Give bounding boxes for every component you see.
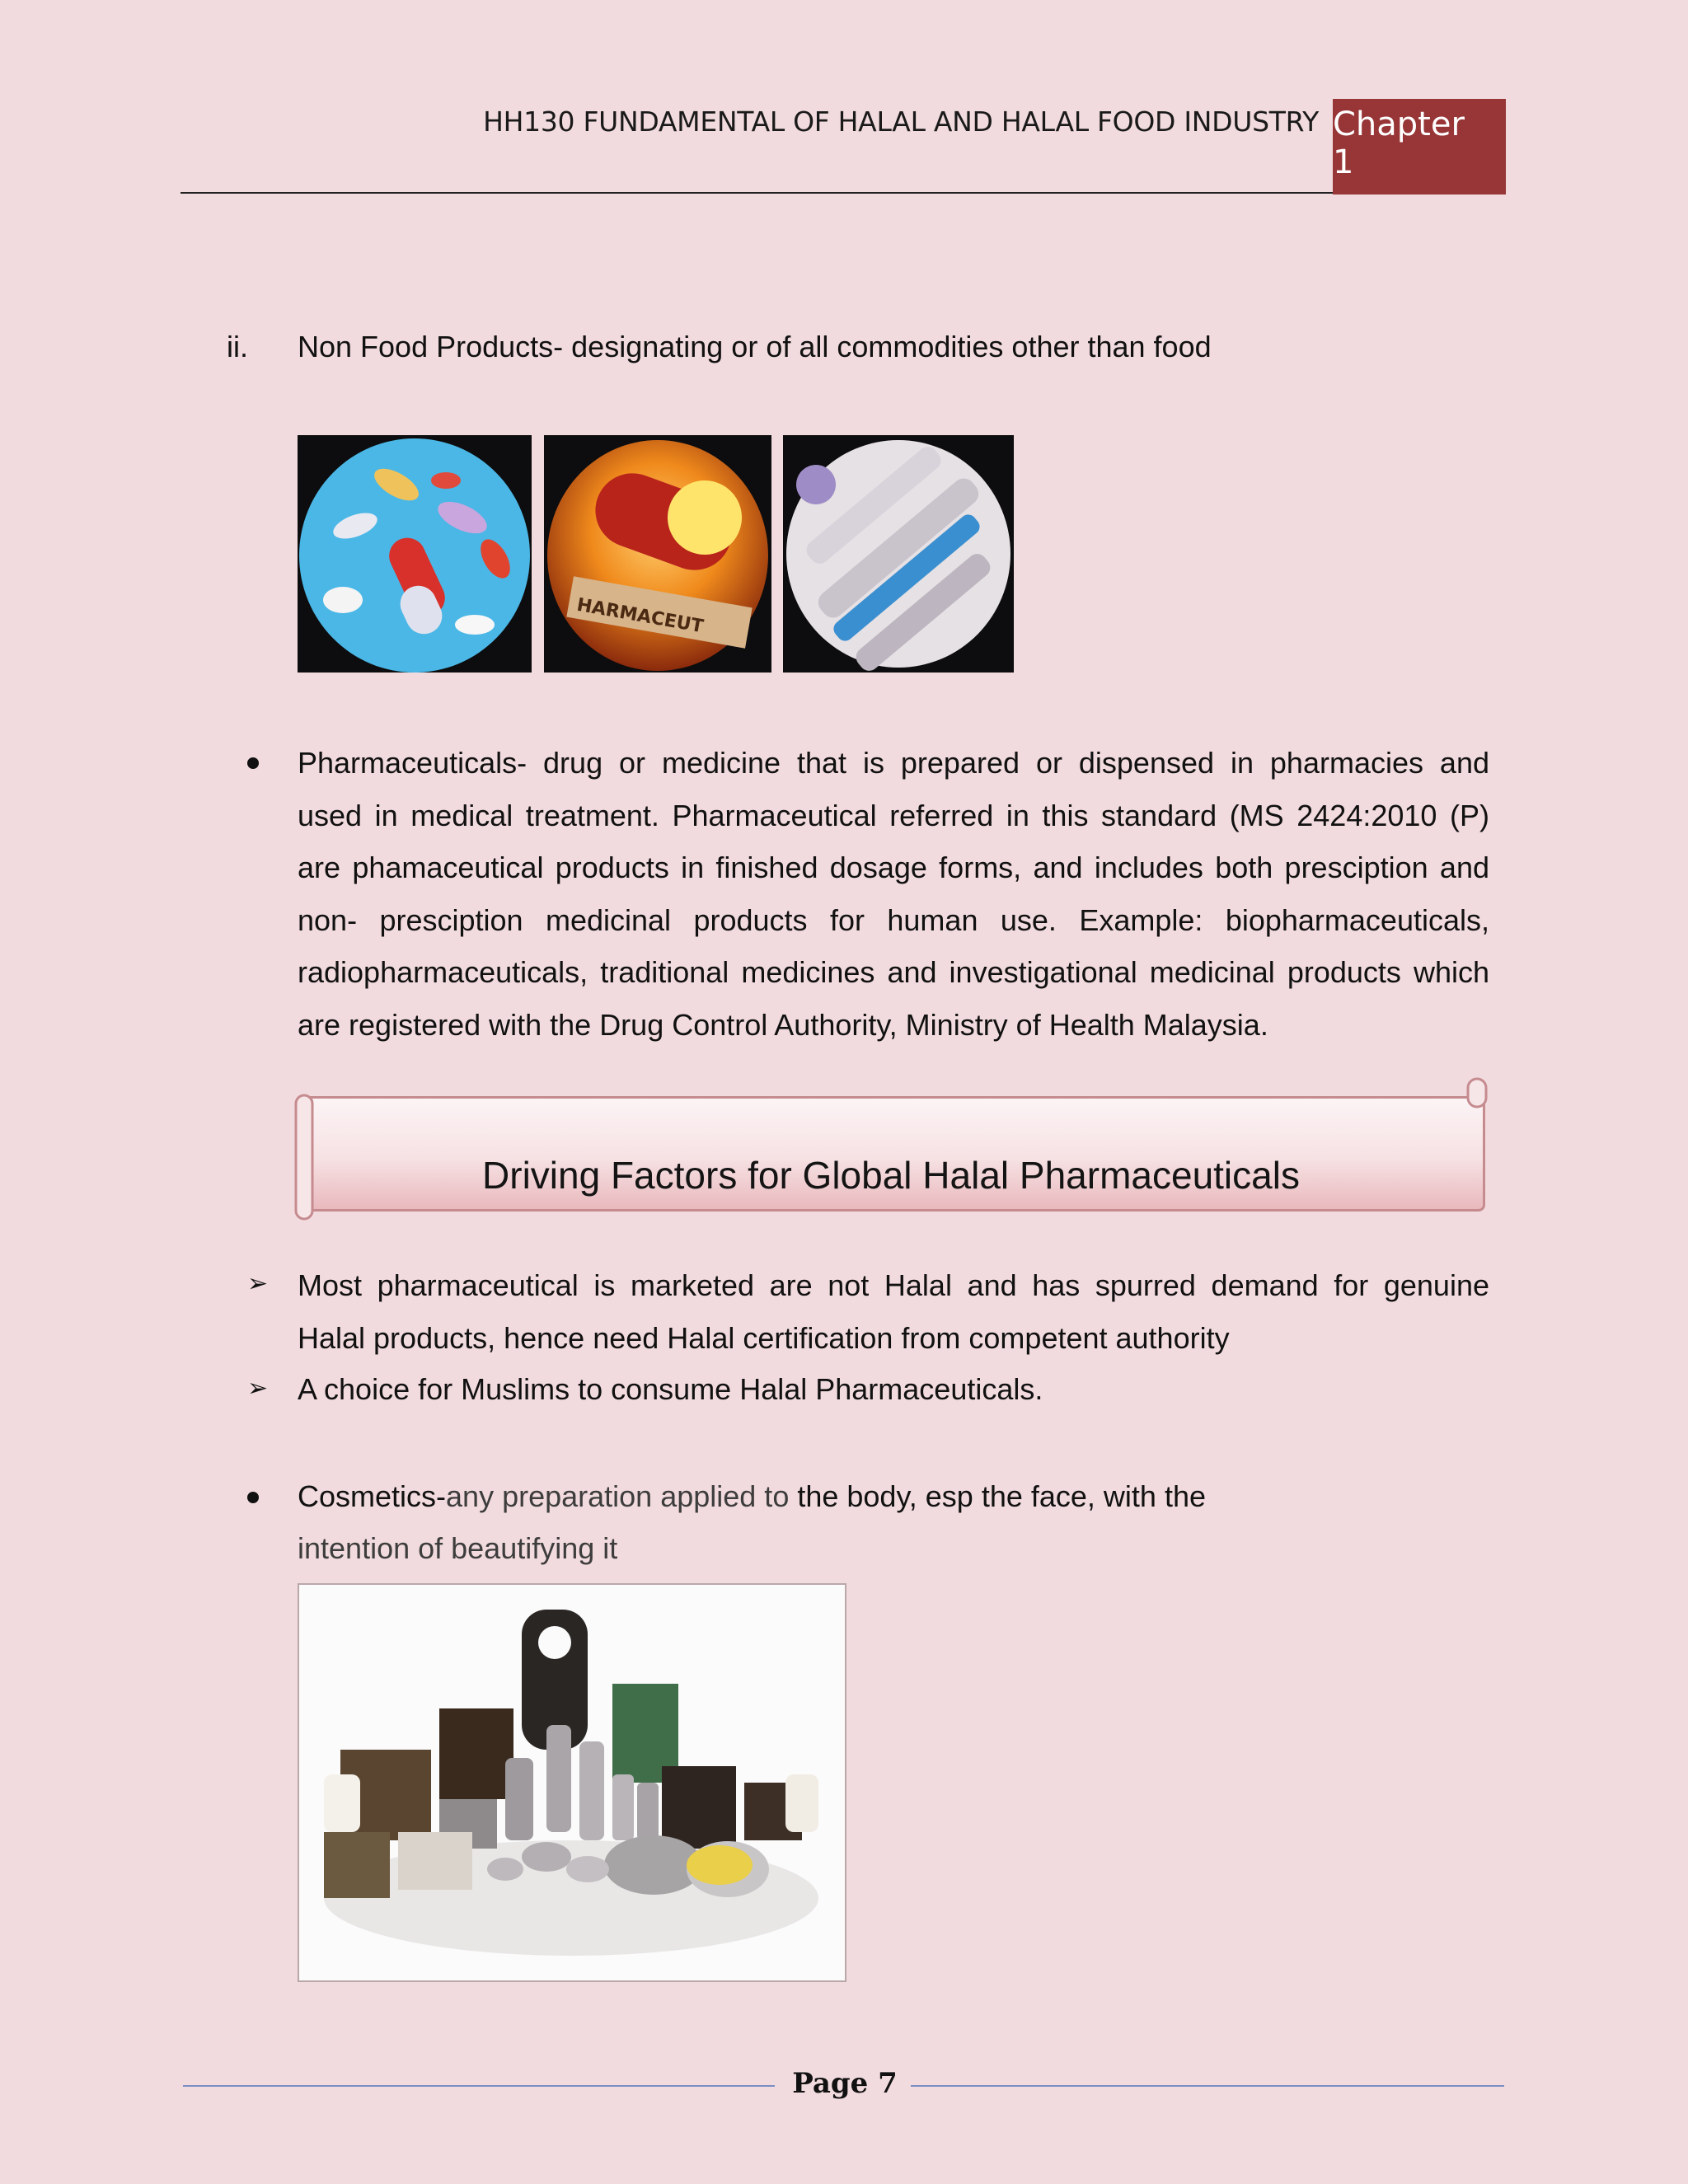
section-numeral: ii.: [227, 330, 248, 363]
cosmetics-definition-part: any preparation applied to: [446, 1479, 790, 1513]
section-banner: [297, 1096, 1485, 1212]
cosmetics-products-image: [298, 1583, 846, 1982]
orange-capsule-image: [544, 435, 771, 673]
chapter-label: Chapter 1: [1333, 105, 1465, 181]
paragraph-line: Halal products, hence need Halal certification from competent authority: [298, 1320, 1230, 1355]
capsules-and-pills-image: [298, 435, 532, 673]
scroll-curl-right-icon: [1465, 1077, 1489, 1110]
arrow-bullet-icon: ➢: [247, 1269, 269, 1298]
pharmaceuticals-paragraph: [298, 737, 1489, 1051]
footer-divider-left: [183, 2085, 775, 2087]
paragraph-line: are phamaceutical products in finished dosage forms, and includes both presciption and: [298, 851, 1489, 884]
svg-text:HARMACEUT: HARMACEUT: [574, 594, 706, 638]
bullet-icon: [247, 1492, 259, 1503]
footer-divider-right: [911, 2085, 1504, 2087]
cosmetics-definition: [298, 1479, 1206, 1514]
cosmetics-definition-line2: intention of beautifying it: [298, 1531, 618, 1565]
banner-title: Driving Factors for Global Halal Pharmaceuticals: [482, 1154, 1300, 1197]
chapter-badge: [1333, 99, 1506, 194]
header-divider: [181, 192, 1333, 194]
bullet-icon: [247, 757, 259, 769]
cosmetics-definition-part: the body, esp the face, with the: [789, 1479, 1206, 1513]
paragraph-line: Pharmaceuticals- drug or medicine that is prepared or dispensed in pharmacies and: [298, 746, 1489, 780]
cosmetics-term: Cosmetics-: [298, 1479, 447, 1513]
driving-factor-item: [298, 1259, 1489, 1364]
document-header-title: HH130 FUNDAMENTAL OF HALAL AND HALAL FOOD INDUSTRY: [483, 105, 1319, 138]
paragraph-line: Most pharmaceutical is marketed are not Halal and has spurred demand for genuine: [298, 1268, 1489, 1302]
driving-factor-item: A choice for Muslims to consume Halal Pharmaceuticals.: [298, 1372, 1043, 1406]
page-number: Page 7: [792, 2067, 898, 2100]
section-heading: Non Food Products- designating or of all commodities other than food: [298, 330, 1212, 363]
paragraph-line: are registered with the Drug Control Authority, Ministry of Health Malaysia.: [298, 1007, 1268, 1042]
arrow-bullet-icon: ➢: [247, 1374, 269, 1403]
syringes-image: [783, 435, 1014, 673]
paragraph-line: radiopharmaceuticals, traditional medicines and investigational medicinal products which: [298, 955, 1489, 989]
paragraph-line: used in medical treatment. Pharmaceutical referred in this standard (MS 2424:2010 (P): [298, 798, 1489, 832]
paragraph-line: non- presciption medicinal products for human use. Example: biopharmaceuticals,: [298, 902, 1489, 937]
